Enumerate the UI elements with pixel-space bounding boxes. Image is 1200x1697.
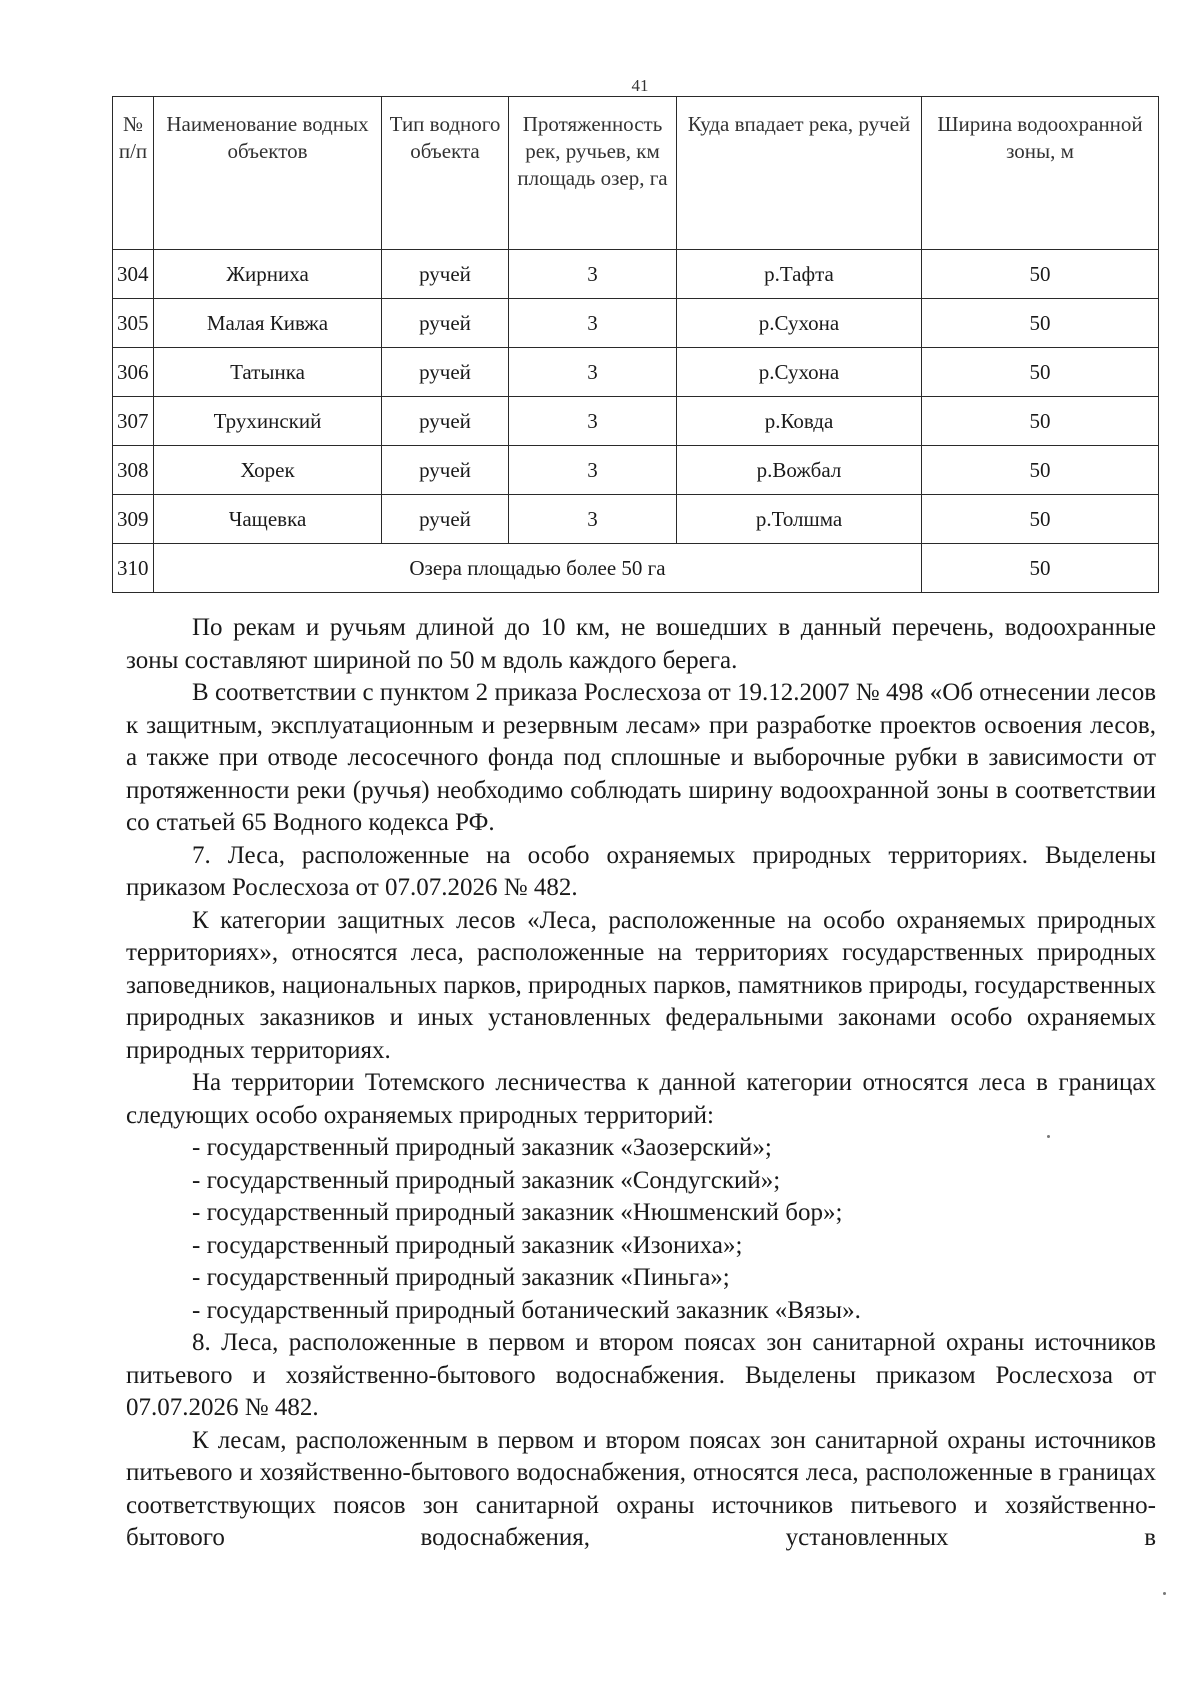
paragraph-totma-forestry: На территории Тотемского лесничества к данной категории относятся леса в границах следующих особо охраняемых природных территорий: (126, 1069, 1156, 1129)
row-number: 310 (113, 544, 154, 593)
row-length: 3 (509, 299, 677, 348)
paragraph-order-498: В соответствии с пунктом 2 приказа Рослесхоза от 19.12.2007 № 498 «Об отнесении лесов к защитным, эксплуатационным и резервным лесам» при разработке проектов освоения лесов, а также при отводе лесосечного фонда под сплошные и выборочные рубки в зависимости от протяженности реки (ручья) необходимо соблюдать ширину водоохранной зоны в соответствии со статьей 65 Водного кодекса РФ. (126, 679, 1156, 836)
paragraph-sanitary-zones: К лесам, расположенным в первом и втором поясах зон санитарной охраны источников питьевого и хозяйственно-бытового водоснабжения, относятся леса, расположенные в границах соответствующих поясов зон санитарной охраны источников питьевого и хозяйственно-бытового водоснабжения, установленных в (126, 1426, 1156, 1551)
scan-speck (1047, 1135, 1050, 1138)
row-type: ручей (382, 397, 509, 446)
header-name: Наименование водных объектов (154, 97, 382, 250)
list-item: - государственный природный заказник «Нюшменский бор»; (192, 1199, 843, 1226)
row-number: 307 (113, 397, 154, 446)
water-objects-table (112, 96, 1159, 593)
row-number: 305 (113, 299, 154, 348)
row-flows-into: р.Ковда (677, 397, 922, 446)
list-item: - государственный природный ботанический заказник «Вязы». (192, 1296, 861, 1324)
row-number: 304 (113, 250, 154, 299)
row-zone-width: 50 (922, 299, 1159, 348)
row-flows-into: р.Сухона (677, 348, 922, 397)
table-header-row (113, 97, 1159, 250)
table-row (113, 348, 1159, 397)
document-body (126, 612, 1156, 1555)
header-length: Протяженность рек, ручьев, км площадь озер, га (509, 97, 677, 250)
table-row (113, 397, 1159, 446)
row-length: 3 (509, 397, 677, 446)
scan-speck (1163, 1592, 1166, 1595)
row-name: Татынка (154, 348, 382, 397)
row-name: Чащевка (154, 495, 382, 544)
row-type: ручей (382, 299, 509, 348)
list-item: - государственный природный заказник «Пиньга»; (192, 1264, 730, 1291)
row-number: 308 (113, 446, 154, 495)
row-zone-width: 50 (922, 397, 1159, 446)
section-8-heading: 8. Леса, расположенные в первом и втором поясах зон санитарной охраны источников питьевого и хозяйственно-бытового водоснабжения. Выделены приказом Рослесхоза от 07.07.2026 № 482. (126, 1329, 1156, 1421)
header-number: № п/п (113, 97, 154, 250)
row-zone-width: 50 (922, 446, 1159, 495)
row-length: 3 (509, 348, 677, 397)
header-zone-width: Ширина водоохранной зоны, м (922, 97, 1159, 250)
row-flows-into: р.Сухона (677, 299, 922, 348)
table-row (113, 250, 1159, 299)
paragraph-protected-territories: К категории защитных лесов «Леса, расположенные на особо охраняемых природных территориях», относятся леса, расположенные на территориях государственных природных заповедников, национальных парков, природных парков, памятников природы, государственных природных заказников и иных установленных федеральными законами особо охраняемых природных территориях. (126, 906, 1156, 1064)
section-7-heading: 7. Леса, расположенные на особо охраняемых природных территориях. Выделены приказом Рослесхоза от 07.07.2026 № 482. (126, 841, 1156, 901)
list-item: - государственный природный заказник «Сондугский»; (192, 1166, 781, 1194)
row-name: Хорек (154, 446, 382, 495)
row-name: Малая Кивжа (154, 299, 382, 348)
row-type: ручей (382, 250, 509, 299)
row-name: Жирниха (154, 250, 382, 299)
list-item: - государственный природный заказник «Заозерский»; (192, 1134, 772, 1161)
row-type: ручей (382, 446, 509, 495)
row-type: ручей (382, 495, 509, 544)
row-flows-into: р.Вожбал (677, 446, 922, 495)
header-flows-into: Куда впадает река, ручей (677, 97, 922, 250)
row-zone-width: 50 (922, 348, 1159, 397)
page-number: 41 (631, 76, 649, 95)
table-row (113, 299, 1159, 348)
table-row (113, 495, 1159, 544)
row-zone-width: 50 (922, 250, 1159, 299)
row-type: ручей (382, 348, 509, 397)
row-length: 3 (509, 250, 677, 299)
row-merged-description: Озера площадью более 50 га (154, 544, 922, 593)
row-zone-width: 50 (922, 495, 1159, 544)
row-length: 3 (509, 446, 677, 495)
row-length: 3 (509, 495, 677, 544)
row-name: Трухинский (154, 397, 382, 446)
row-number: 309 (113, 495, 154, 544)
list-item: - государственный природный заказник «Изониха»; (192, 1231, 743, 1259)
header-type: Тип водного объекта (382, 97, 509, 250)
row-flows-into: р.Тафта (677, 250, 922, 299)
table-row (113, 446, 1159, 495)
table-row-lakes (113, 544, 1159, 593)
row-number: 306 (113, 348, 154, 397)
paragraph-small-rivers: По рекам и ручьям длиной до 10 км, не вошедших в данный перечень, водоохранные зоны составляют шириной по 50 м вдоль каждого берега. (126, 614, 1156, 674)
row-zone-width: 50 (922, 544, 1159, 593)
row-flows-into: р.Толшма (677, 495, 922, 544)
